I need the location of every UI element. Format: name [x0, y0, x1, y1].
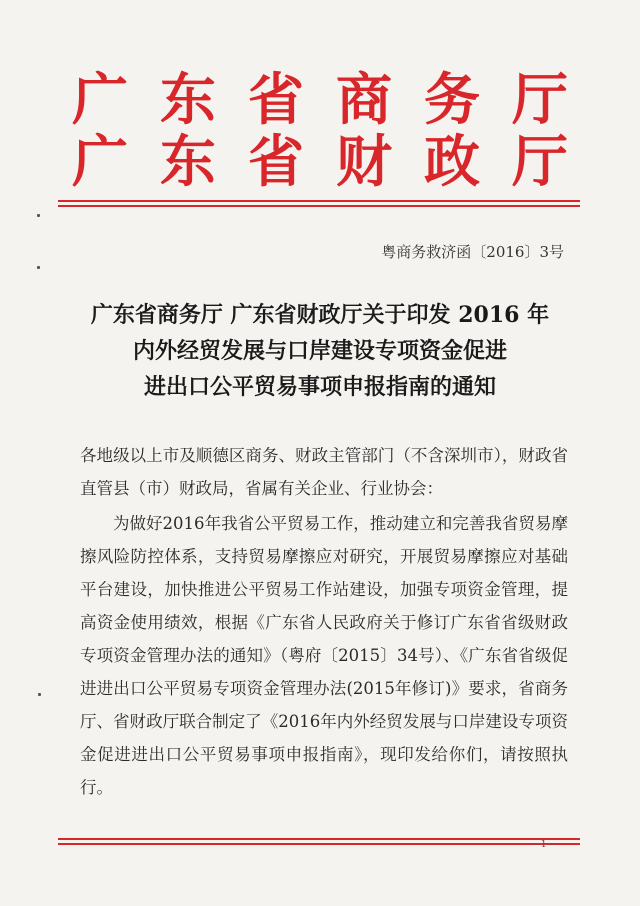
page-number: - 1 -	[534, 839, 554, 850]
scan-speck	[38, 693, 41, 696]
salutation: 各地级以上市及顺德区商务、财政主管部门（不含深圳市），财政省直管县（市）财政局，省属有关企业、行业协会：	[80, 446, 568, 498]
body-paragraph: 为做好2016年我省公平贸易工作，推动建立和完善我省贸易摩擦风险防控体系，支持贸易摩擦应对研究，开展贸易摩擦应对基础平台建设，加快推进公平贸易工作站建设，加强专项资金管理，提高资金使用绩效，根据《广东省人民政府关于修订广东省省级财政专项资金管理办法的通知》（粤府〔2015〕34号）、《广东省省级促进进出口公平贸易专项资金管理办法(2015年修订)》要求，省商务厅、省财政厅联合制定了《2016年内外经贸发展与口岸建设专项资金促进进出口公平贸易事项申报指南》，现印发给你们，请按照执行。	[80, 514, 568, 797]
scan-speck	[37, 266, 40, 269]
header-red-rule-thin	[58, 205, 580, 207]
scan-speck	[37, 214, 40, 217]
header-red-rule	[58, 200, 580, 202]
heading-line: 内外经贸发展与口岸建设专项资金促进	[132, 338, 507, 364]
issuer-title-finance: 广东省财政厅	[72, 129, 568, 195]
issuer-title-commerce: 广东省商务厅	[72, 67, 568, 133]
heading-line: 广东省商务厅 广东省财政厅关于印发 2016 年	[90, 302, 550, 328]
footer-red-rule-thin	[58, 843, 580, 845]
footer-red-rule	[58, 838, 580, 840]
heading-line: 进出口公平贸易事项申报指南的通知	[143, 374, 496, 400]
document-number: 粤商务救济函〔2016〕3号	[381, 243, 564, 261]
document-heading	[60, 297, 580, 405]
